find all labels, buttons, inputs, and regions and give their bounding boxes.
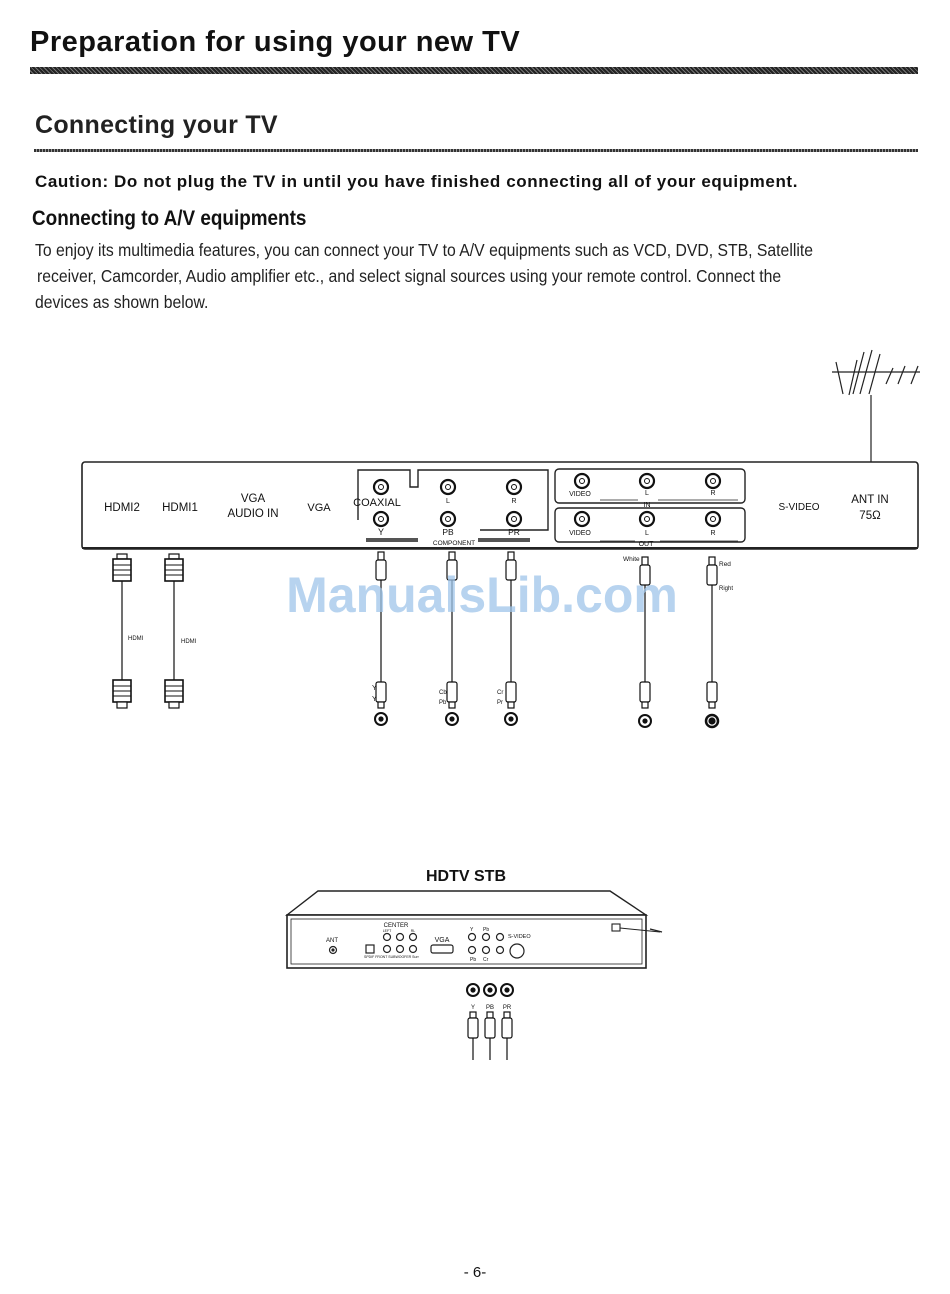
vga-label: VGA: [307, 502, 331, 514]
audio-in-l-jack: [640, 474, 654, 488]
hdmi-cable-label-1: HDMI: [128, 636, 144, 642]
out-r-label: R: [710, 530, 716, 537]
coaxial-jack: [374, 480, 388, 494]
y-label: Y: [377, 527, 385, 537]
component-label: COMPONENT: [432, 540, 476, 547]
hdmi-cable-1: [113, 554, 131, 708]
stb-component-cables: [467, 984, 513, 1060]
stb-cable-pb-label: PB: [485, 1005, 495, 1011]
video-in-jack: [575, 474, 589, 488]
audio-out-r-jack: [706, 512, 720, 526]
stb-y-label: Y: [470, 927, 474, 933]
l-label: L: [446, 498, 450, 505]
cable-pb-label: Pb: [439, 700, 447, 706]
out-label: OUT: [638, 541, 654, 548]
cable-pr-label: Pr: [497, 700, 503, 706]
video-in-label: VIDEO: [569, 491, 591, 498]
video-out-label: VIDEO: [569, 530, 591, 537]
caution-text: Caution: Do not plug the TV in until you have finished connecting all of your equipment.: [35, 172, 799, 191]
stb-tiny-bottom-label: SPDIF FRONT SUBWOOFER Surr: [364, 955, 419, 959]
stb-cr-label: Cr: [483, 957, 489, 963]
rca-cable-red: [706, 557, 718, 727]
video-out-jack: [575, 512, 589, 526]
stb-cable-y-label: Y: [470, 1005, 476, 1011]
audio-r-jack: [507, 480, 521, 494]
stb-pb-bottom-label: Pb: [470, 957, 477, 963]
hdmi1-label: HDMI1: [162, 502, 198, 514]
in-l-label: L: [645, 490, 649, 497]
hdmi-cable-label-2: HDMI: [181, 639, 197, 645]
component-y-jack: [374, 512, 388, 526]
page-number: - 6-: [463, 1264, 487, 1281]
page-title: Preparation for using your new TV: [30, 26, 521, 58]
stb-center-label: CENTER: [383, 923, 409, 929]
hdmi-cable-2: [165, 554, 183, 708]
component-pr-jack: [507, 512, 521, 526]
cable-y-label-1: Y: [372, 685, 377, 692]
right-label: Right: [719, 586, 734, 592]
stb-title: HDTV STB: [426, 868, 506, 885]
vga-audio-label-2: AUDIO IN: [227, 508, 279, 520]
cable-y-label-2: Y: [372, 696, 377, 703]
hdmi2-label: HDMI2: [104, 502, 140, 514]
white-label: White: [623, 556, 640, 563]
r-label: R: [511, 498, 517, 505]
section-title: Connecting your TV: [35, 111, 278, 139]
audio-in-r-jack: [706, 474, 720, 488]
stb-pb-top-label: Pb: [483, 927, 490, 933]
watermark: ManualsLib.com: [286, 567, 678, 623]
ant-in-label-2: 75Ω: [859, 510, 881, 522]
component-pb-jack: [441, 512, 455, 526]
pb-label: PB: [442, 527, 454, 537]
stb-vga-label: VGA: [434, 937, 450, 944]
coaxial-label: COAXIAL: [353, 497, 401, 509]
stb-left-label: LEFT: [382, 929, 392, 933]
audio-out-l-jack: [640, 512, 654, 526]
subsection-title: Connecting to A/V equipments: [32, 207, 307, 230]
red-label: Red: [719, 561, 731, 568]
in-label: IN: [643, 502, 651, 509]
stb-cable-pr-label: PR: [502, 1005, 512, 1011]
cable-cr-label: Cr: [497, 690, 504, 696]
intro-line-2: receiver, Camcorder, Audio amplifier etc., and select signal sources using your remote control. Connect the: [37, 266, 782, 286]
intro-line-1: To enjoy its multimedia features, you can connect your TV to A/V equipments such as VCD, DVD, STB, Satellite: [35, 240, 813, 260]
s-video-label: S-VIDEO: [778, 502, 820, 513]
stb-svideo-label: S-VIDEO: [508, 934, 531, 940]
pr-label: PR: [508, 527, 520, 537]
out-l-label: L: [645, 530, 649, 537]
vga-audio-label-1: VGA: [240, 493, 266, 505]
stb-rl-label: RL: [410, 929, 416, 933]
audio-l-jack: [441, 480, 455, 494]
in-r-label: R: [710, 490, 716, 497]
intro-line-3: devices as shown below.: [35, 292, 209, 312]
ant-in-label-1: ANT IN: [851, 494, 889, 506]
stb-ant-label: ANT: [326, 938, 338, 944]
cable-cb-label: Cb: [439, 690, 447, 696]
